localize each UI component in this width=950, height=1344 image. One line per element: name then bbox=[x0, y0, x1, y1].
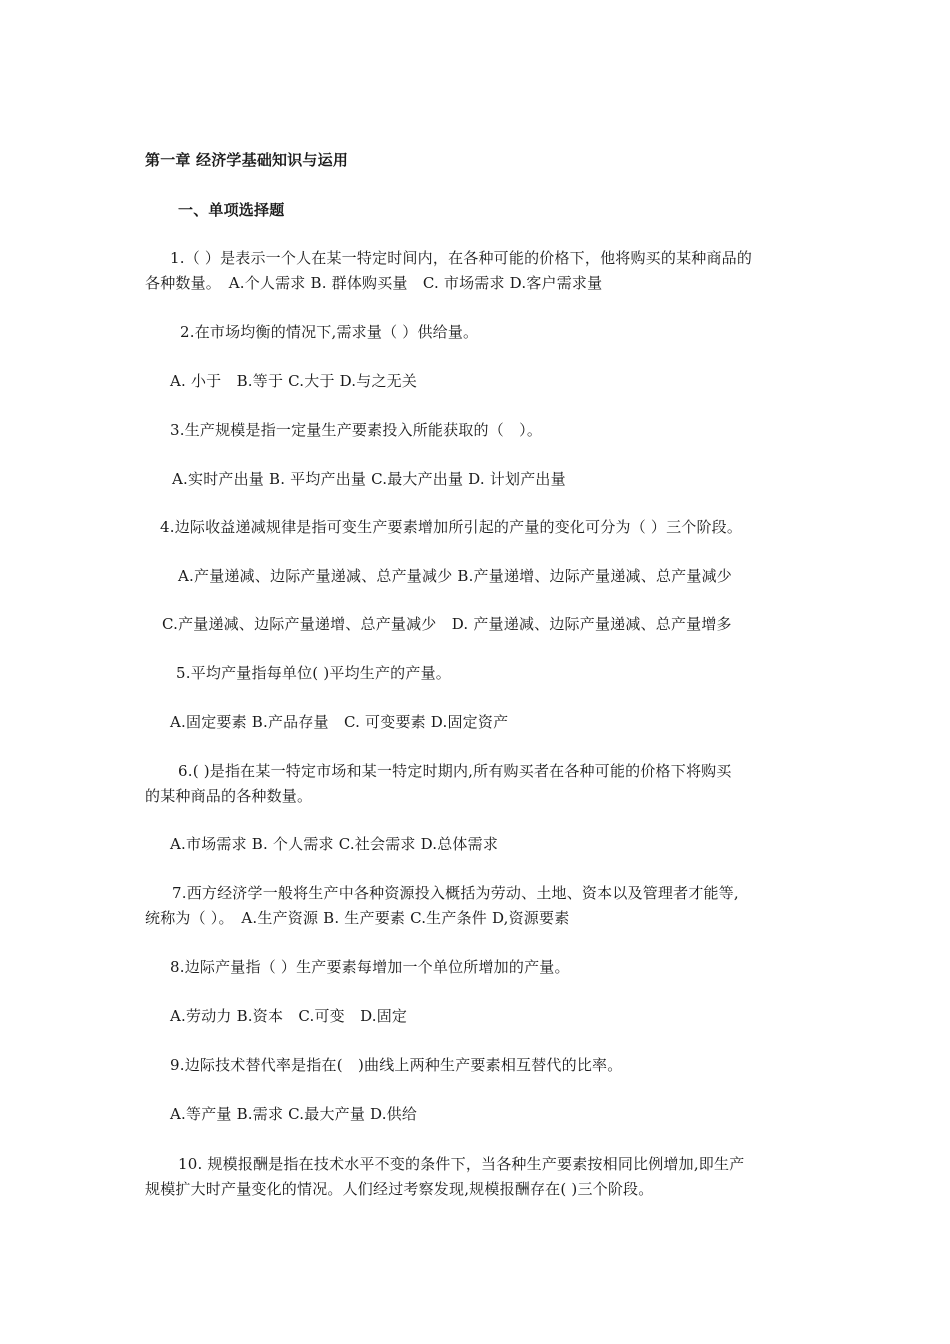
question-9-options: A.等产量 B.需求 C.最大产量 D.供给 bbox=[170, 1105, 418, 1123]
question-4-stem: 4.边际收益递减规律是指可变生产要素增加所引起的产量的变化可分为（ ）三个阶段。 bbox=[160, 518, 743, 536]
question-8-stem: 8.边际产量指（ ）生产要素每增加一个单位所增加的产量。 bbox=[170, 958, 570, 976]
question-8-options: A.劳动力 B.资本 C.可变 D.固定 bbox=[170, 1007, 408, 1025]
question-3-options: A.实时产出量 B. 平均产出量 C.最大产出量 D. 计划产出量 bbox=[172, 470, 566, 488]
question-10-line-2: 规模扩大时产量变化的情况。人们经过考察发现,规模报酬存在( )三个阶段。 bbox=[145, 1180, 654, 1198]
question-1-line-2: 各种数量。 A.个人需求 B. 群体购买量 C. 市场需求 D.客户需求量 bbox=[145, 274, 603, 292]
question-5-options: A.固定要素 B.产品存量 C. 可变要素 D.固定资产 bbox=[170, 713, 509, 731]
question-6-options: A.市场需求 B. 个人需求 C.社会需求 D.总体需求 bbox=[170, 835, 499, 853]
question-7-line-2: 统称为（ ）。 A.生产资源 B. 生产要素 C.生产条件 D,资源要素 bbox=[145, 909, 570, 927]
question-1-line-1: 1.（ ）是表示一个人在某一特定时间内，在各种可能的价格下，他将购买的某种商品的 bbox=[170, 249, 753, 267]
section-title: 一、单项选择题 bbox=[178, 201, 285, 219]
question-4-options-c-d: C.产量递减、边际产量递增、总产量减少 D. 产量递减、边际产量递减、总产量增多 bbox=[162, 615, 732, 633]
question-6-line-2: 的某种商品的各种数量。 bbox=[145, 787, 313, 805]
question-5-stem: 5.平均产量指每单位( )平均生产的产量。 bbox=[176, 664, 451, 682]
question-9-stem: 9.边际技术替代率是指在( )曲线上两种生产要素相互替代的比率。 bbox=[170, 1056, 623, 1074]
chapter-title: 第一章 经济学基础知识与运用 bbox=[145, 151, 349, 169]
question-2-stem: 2.在市场均衡的情况下,需求量（ ）供给量。 bbox=[180, 323, 479, 341]
question-10-line-1: 10. 规模报酬是指在技术水平不变的条件下，当各种生产要素按相同比例增加,即生产 bbox=[178, 1155, 745, 1173]
question-3-stem: 3.生产规模是指一定量生产要素投入所能获取的（ ）。 bbox=[170, 421, 543, 439]
question-7-line-1: 7.西方经济学一般将生产中各种资源投入概括为劳动、土地、资本以及管理者才能等, bbox=[172, 884, 739, 902]
question-2-options: A. 小于 B.等于 C.大于 D.与之无关 bbox=[170, 372, 418, 390]
question-6-line-1: 6.( )是指在某一特定市场和某一特定时期内,所有购买者在各种可能的价格下将购买 bbox=[178, 762, 732, 780]
question-4-options-a-b: A.产量递减、边际产量递减、总产量减少 B.产量递增、边际产量递减、总产量减少 bbox=[178, 567, 732, 585]
